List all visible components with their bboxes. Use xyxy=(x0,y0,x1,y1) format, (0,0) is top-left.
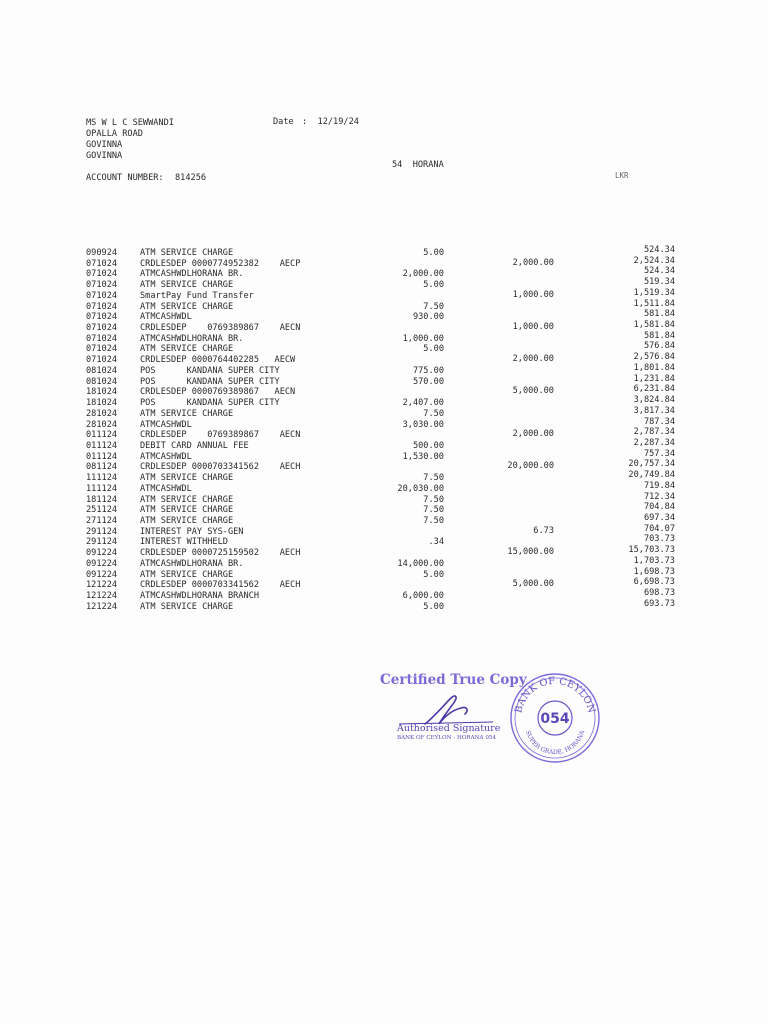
transaction-description: ATMCASHWDLHORANA BR. xyxy=(140,269,244,280)
transaction-description: ATM SERVICE CHARGE xyxy=(140,473,234,484)
transaction-date: 011124 xyxy=(86,451,118,462)
transaction-date: 121224 xyxy=(86,580,118,591)
transaction-date: 281024 xyxy=(86,419,118,430)
transaction-debit: 2,407.00 xyxy=(402,398,444,409)
transaction-description: ATM SERVICE CHARGE xyxy=(140,601,234,612)
transaction-description: CRDLESDEP 0000764402285 AECW xyxy=(140,355,296,366)
transaction-debit: 14,000.00 xyxy=(397,558,444,569)
transaction-date: 181024 xyxy=(86,387,118,398)
bank-seal xyxy=(509,672,601,764)
transaction-balance: 6,698.73 xyxy=(633,577,675,588)
transaction-credit: 5,000.00 xyxy=(512,386,554,397)
transaction-date: 181024 xyxy=(86,398,118,409)
transaction-description: ATMCASHWDLHORANA BRANCH xyxy=(140,591,259,602)
transaction-description: CRDLESDEP 0769389867 AECN xyxy=(140,430,301,441)
transaction-description: POS KANDANA SUPER CITY xyxy=(140,365,280,376)
transaction-balance: 2,576.84 xyxy=(633,352,675,363)
transaction-date: 111124 xyxy=(86,473,118,484)
authorised-signature-bank: BANK OF CEYLON - HORANA 054 xyxy=(397,735,497,741)
transaction-date: 121224 xyxy=(86,601,118,612)
transaction-description: ATM SERVICE CHARGE xyxy=(140,344,234,355)
transaction-description: SmartPay Fund Transfer xyxy=(140,290,254,301)
authorised-signature-label: Authorised Signature xyxy=(397,723,501,734)
transaction-date: 011124 xyxy=(86,430,118,441)
transaction-balance: 1,511.84 xyxy=(633,298,675,309)
transaction-credit: 2,000.00 xyxy=(512,354,554,365)
transaction-debit: 5.00 xyxy=(423,569,444,580)
transaction-balance: 2,524.34 xyxy=(633,255,675,266)
transaction-credit: 6.73 xyxy=(533,525,554,536)
address-line-2: GOVINNA xyxy=(86,140,123,150)
transaction-description: DEBIT CARD ANNUAL FEE xyxy=(140,440,249,451)
transaction-debit: 500.00 xyxy=(412,440,444,451)
transaction-date: 111124 xyxy=(86,483,118,494)
branch-name: 54 HORANA xyxy=(392,160,444,170)
transaction-date: 291124 xyxy=(86,537,118,548)
transaction-debit: 775.00 xyxy=(412,365,444,376)
transaction-balance: 704.84 xyxy=(643,502,675,513)
seal-bottom-text: SUPER GRADE, HORANA xyxy=(523,729,587,757)
transaction-description: ATMCASHWDL xyxy=(140,483,192,494)
transaction-credit: 15,000.00 xyxy=(507,547,554,558)
transaction-date: 071024 xyxy=(86,333,118,344)
transaction-debit: 20,030.00 xyxy=(397,483,444,494)
transaction-balance: 581.84 xyxy=(643,330,675,341)
transaction-balance: 787.34 xyxy=(643,416,675,427)
transaction-date: 251124 xyxy=(86,505,118,516)
transaction-debit: 570.00 xyxy=(412,376,444,387)
transaction-balance: 20,757.34 xyxy=(628,459,675,470)
transaction-description: ATM SERVICE CHARGE xyxy=(140,301,234,312)
transaction-balance: 698.73 xyxy=(643,588,675,599)
transaction-debit: 7.50 xyxy=(423,473,444,484)
date-label: Date xyxy=(273,117,294,127)
transaction-description: ATM SERVICE CHARGE xyxy=(140,408,234,419)
transaction-date: 071024 xyxy=(86,344,118,355)
transaction-balance: 1,703.73 xyxy=(633,555,675,566)
transaction-description: ATMCASHWDL xyxy=(140,312,192,323)
transaction-balance: 3,817.34 xyxy=(633,405,675,416)
transaction-debit: 6,000.00 xyxy=(402,591,444,602)
seal-top-text: BANK OF CEYLON xyxy=(513,675,597,715)
certified-stamp xyxy=(375,668,605,768)
transaction-date: 071024 xyxy=(86,258,118,269)
table-row xyxy=(0,598,768,613)
transaction-debit: 930.00 xyxy=(412,312,444,323)
transaction-debit: 7.50 xyxy=(423,505,444,516)
transaction-balance: 15,703.73 xyxy=(628,545,675,556)
transaction-debit: 5.00 xyxy=(423,344,444,355)
transaction-description: INTEREST PAY SYS-GEN xyxy=(140,526,244,537)
transaction-balance: 1,801.84 xyxy=(633,362,675,373)
transaction-date: 081024 xyxy=(86,365,118,376)
transaction-balance: 519.34 xyxy=(643,277,675,288)
transaction-debit: 7.50 xyxy=(423,494,444,505)
transaction-date: 121224 xyxy=(86,591,118,602)
transaction-balance: 2,287.34 xyxy=(633,437,675,448)
transaction-description: ATM SERVICE CHARGE xyxy=(140,494,234,505)
transaction-date: 071024 xyxy=(86,290,118,301)
statement-date: : 12/19/24 xyxy=(302,117,359,127)
transaction-debit: 5.00 xyxy=(423,601,444,612)
transaction-description: ATMCASHWDLHORANA BR. xyxy=(140,333,244,344)
transaction-credit: 5,000.00 xyxy=(512,579,554,590)
transaction-date: 090924 xyxy=(86,248,118,258)
transaction-description: INTEREST WITHHELD xyxy=(140,537,228,548)
currency-code: LKR xyxy=(615,171,629,180)
transaction-balance: 704.07 xyxy=(643,523,675,534)
transaction-description: ATM SERVICE CHARGE xyxy=(140,248,234,258)
account-number-label: ACCOUNT NUMBER: xyxy=(86,173,164,183)
transaction-balance: 576.84 xyxy=(643,341,675,352)
transaction-description: ATM SERVICE CHARGE xyxy=(140,505,234,516)
transaction-credit: 1,000.00 xyxy=(512,289,554,300)
transaction-balance: 20,749.84 xyxy=(628,470,675,481)
transaction-date: 071024 xyxy=(86,323,118,334)
transaction-date: 081124 xyxy=(86,462,118,473)
transaction-balance: 524.34 xyxy=(643,245,675,255)
transaction-description: CRDLESDEP 0769389867 AECN xyxy=(140,323,301,334)
transaction-debit: 1,530.00 xyxy=(402,451,444,462)
transaction-balance: 693.73 xyxy=(643,598,675,609)
transaction-debit: 5.00 xyxy=(423,280,444,291)
certified-true-copy-text: Certified True Copy xyxy=(380,672,527,688)
transaction-credit: 2,000.00 xyxy=(512,429,554,440)
transaction-balance: 1,698.73 xyxy=(633,566,675,577)
transaction-balance: 703.73 xyxy=(643,534,675,545)
transaction-date: 091224 xyxy=(86,548,118,559)
transaction-date: 271124 xyxy=(86,516,118,526)
transaction-description: POS KANDANA SUPER CITY xyxy=(140,376,280,387)
transaction-date: 071024 xyxy=(86,269,118,280)
transaction-description: CRDLESDEP 0000703341562 AECH xyxy=(140,462,301,473)
seal-number: 054 xyxy=(540,711,570,727)
transaction-description: ATMCASHWDL xyxy=(140,419,192,430)
transaction-balance: 697.34 xyxy=(643,513,675,523)
transaction-debit: 1,000.00 xyxy=(402,333,444,344)
transaction-debit: 7.50 xyxy=(423,516,444,526)
transaction-date: 181124 xyxy=(86,494,118,505)
transaction-balance: 1,231.84 xyxy=(633,373,675,384)
transaction-balance: 712.34 xyxy=(643,491,675,502)
address-line-3: GOVINNA xyxy=(86,151,123,161)
transaction-description: POS KANDANA SUPER CITY xyxy=(140,398,280,409)
transaction-balance: 3,824.84 xyxy=(633,395,675,406)
transaction-date: 291124 xyxy=(86,526,118,537)
account-number: 814256 xyxy=(175,173,207,183)
transaction-credit: 1,000.00 xyxy=(512,322,554,333)
transaction-date: 081024 xyxy=(86,376,118,387)
transaction-date: 071024 xyxy=(86,355,118,366)
transaction-balance: 581.84 xyxy=(643,309,675,320)
customer-name: MS W L C SEWWANDI xyxy=(86,118,174,128)
transaction-debit: 7.50 xyxy=(423,408,444,419)
transaction-balance: 1,581.84 xyxy=(633,320,675,331)
transaction-date: 071024 xyxy=(86,301,118,312)
transaction-credit: 2,000.00 xyxy=(512,257,554,268)
transaction-balance: 1,519.34 xyxy=(633,287,675,298)
transaction-credit: 20,000.00 xyxy=(507,461,554,472)
transaction-date: 281024 xyxy=(86,408,118,419)
transaction-date: 071024 xyxy=(86,280,118,291)
transaction-description: ATMCASHWDLHORANA BR. xyxy=(140,558,244,569)
transaction-balance: 757.34 xyxy=(643,448,675,459)
transaction-description: CRDLESDEP 0000725159502 AECH xyxy=(140,548,301,559)
transaction-description: ATM SERVICE CHARGE xyxy=(140,280,234,291)
transaction-date: 071024 xyxy=(86,312,118,323)
transaction-balance: 524.34 xyxy=(643,266,675,277)
address-line-1: OPALLA ROAD xyxy=(86,129,143,139)
transaction-description: ATM SERVICE CHARGE xyxy=(140,569,234,580)
transaction-description: CRDLESDEP 0000703341562 AECH xyxy=(140,580,301,591)
transaction-description: CRDLESDEP 0000774952382 AECP xyxy=(140,258,301,269)
transaction-debit: .34 xyxy=(428,537,444,548)
transaction-description: CRDLESDEP 0000769389867 AECN xyxy=(140,387,296,398)
transaction-debit: 7.50 xyxy=(423,301,444,312)
transaction-description: ATMCASHWDL xyxy=(140,451,192,462)
transaction-description: ATM SERVICE CHARGE xyxy=(140,516,234,526)
transaction-date: 011124 xyxy=(86,440,118,451)
transaction-debit: 5.00 xyxy=(423,248,444,258)
transaction-debit: 2,000.00 xyxy=(402,269,444,280)
transaction-balance: 2,787.34 xyxy=(633,427,675,438)
transaction-date: 091224 xyxy=(86,558,118,569)
transaction-balance: 6,231.84 xyxy=(633,384,675,395)
transaction-debit: 3,030.00 xyxy=(402,419,444,430)
transaction-date: 091224 xyxy=(86,569,118,580)
transaction-balance: 719.84 xyxy=(643,480,675,491)
